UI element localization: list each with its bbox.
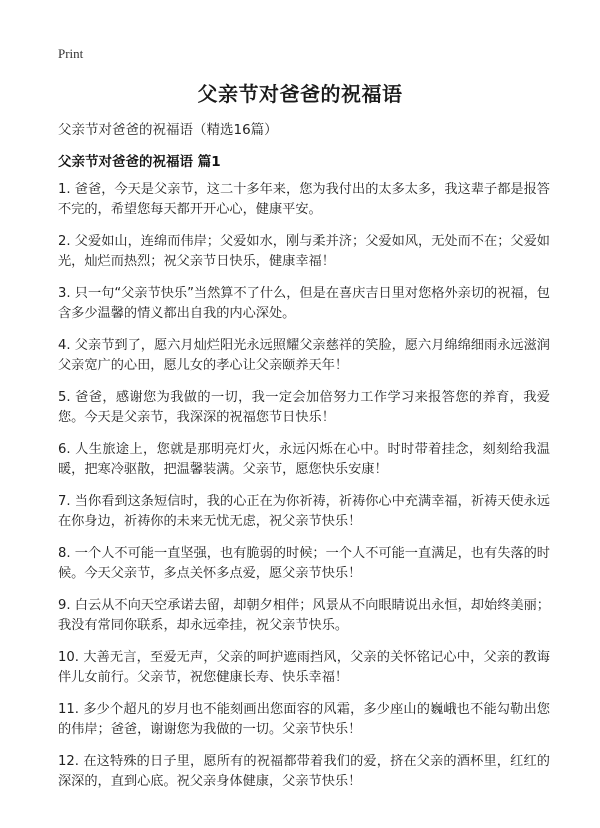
section-heading: 父亲节对爸爸的祝福语 篇1 xyxy=(58,154,221,170)
list-item: 6. 人生旅途上，您就是那明亮灯火，永远闪烁在心中。时时带着挂念，刻刻给我温暖，把寒冷驱散，把温馨装满。父亲节，愿您快乐安康！ xyxy=(58,442,550,477)
list-item: 12. 在这特殊的日子里，愿所有的祝福都带着我们的爱，挤在父亲的酒杯里，红红的深深的，直到心底。祝父亲身体健康，父亲节快乐！ xyxy=(58,754,550,789)
list-item: 10. 大善无言，至爱无声，父亲的呵护遮雨挡风，父亲的关怀铭记心中，父亲的教诲伴儿女前行。父亲节，祝您健康长寿、快乐幸福！ xyxy=(58,650,550,685)
list-item: 11. 多少个超凡的岁月也不能刻画出您面容的风霜，多少座山的巍峨也不能勾勒出您的伟岸；爸爸，谢谢您为我做的一切。父亲节快乐！ xyxy=(58,702,550,737)
list-item: 7. 当你看到这条短信时，我的心正在为你祈祷，祈祷你心中充满幸福，祈祷天使永远在你身边，祈祷你的未来无忧无虑，祝父亲节快乐！ xyxy=(58,494,550,529)
document-subtitle: 父亲节对爸爸的祝福语（精选16篇） xyxy=(58,122,278,138)
print-link[interactable]: Print xyxy=(58,46,84,61)
list-item: 9. 白云从不向天空承诺去留，却朝夕相伴；风景从不向眼睛说出永恒，却始终美丽；我没有常同你联系，却永远牵挂，祝父亲节快乐。 xyxy=(58,598,550,633)
greetings-list xyxy=(58,180,550,804)
list-item: 5. 爸爸，感谢您为我做的一切，我一定会加倍努力工作学习来报答您的养育，我爱您。今天是父亲节，我深深的祝福您节日快乐！ xyxy=(58,390,550,425)
list-item: 4. 父亲节到了，愿六月灿烂阳光永远照耀父亲慈祥的笑脸，愿六月绵绵细雨永远滋润父亲宽广的心田，愿儿女的孝心让父亲颐养天年！ xyxy=(58,338,550,373)
list-item: 1. 爸爸，今天是父亲节，这二十多年来，您为我付出的太多太多，我这辈子都是报答不完的，希望您每天都开开心心，健康平安。 xyxy=(58,182,550,217)
list-item: 2. 父爱如山，连绵而伟岸；父爱如水，刚与柔并济；父爱如风，无处而不在；父爱如光，灿烂而热烈；祝父亲节日快乐，健康幸福！ xyxy=(58,234,550,269)
list-item: 3. 只一句“父亲节快乐”当然算不了什么，但是在喜庆吉日里对您格外亲切的祝福，包含多少温馨的情义都出自我的内心深处。 xyxy=(58,286,550,321)
list-item: 8. 一个人不可能一直坚强，也有脆弱的时候；一个人不可能一直满足，也有失落的时候。今天父亲节，多点关怀多点爱，愿父亲节快乐！ xyxy=(58,546,550,581)
page-title: 父亲节对爸爸的祝福语 xyxy=(197,82,403,106)
